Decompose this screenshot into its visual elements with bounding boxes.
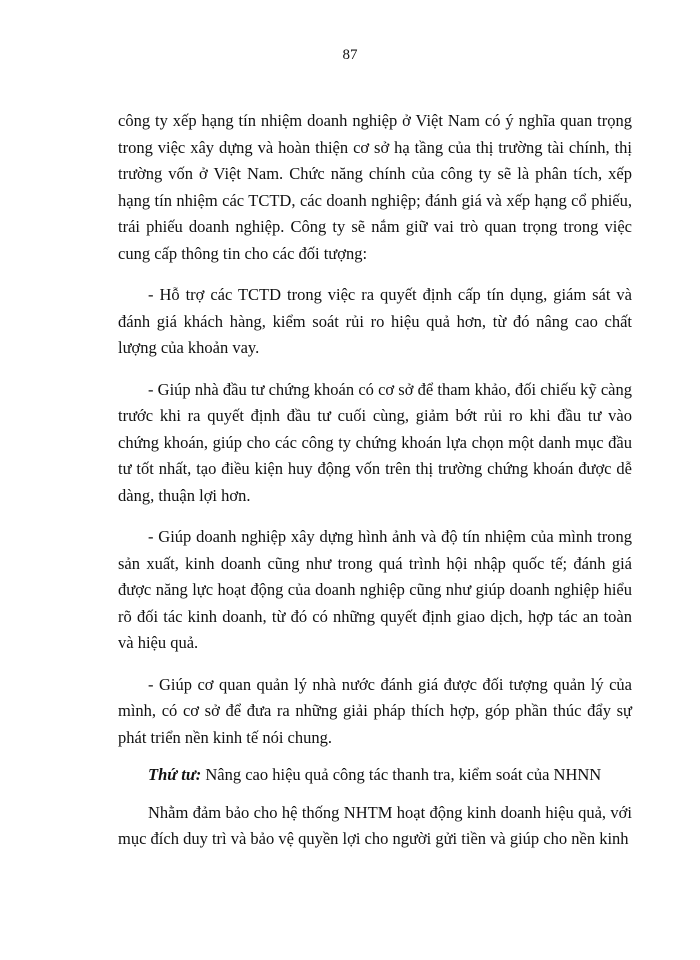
document-body xyxy=(118,108,632,868)
bullet-paragraph-1: - Hỗ trợ các TCTD trong việc ra quyết định cấp tín dụng, giám sát và đánh giá khách hàng, kiểm soát rủi ro hiệu quả hơn, từ đó nâng cao chất lượng của khoản vay. xyxy=(118,285,632,357)
section-heading-title: Nâng cao hiệu quả công tác thanh tra, kiểm soát của NHNN xyxy=(201,765,602,784)
section-heading xyxy=(118,762,632,789)
section-heading-label: Thứ tư: xyxy=(148,765,202,784)
bullet-paragraph-2: - Giúp nhà đầu tư chứng khoán có cơ sở để tham khảo, đối chiếu kỹ càng trước khi ra quyết định đầu tư cuối cùng, giảm bớt rủi ro khi đầu tư vào chứng khoán, giúp cho các công ty chứng khoán lựa chọn một danh mục đầu tư tốt nhất, tạo điều kiện huy động vốn trên thị trường chứng khoán được dễ dàng, thuận lợi hơn. xyxy=(118,379,632,505)
page-number: 87 xyxy=(342,47,358,63)
bullet-paragraph-4: - Giúp cơ quan quản lý nhà nước đánh giá được đối tượng quản lý của mình, có cơ sở để đưa ra những giải pháp thích hợp, góp phần thúc đẩy sự phát triển nền kinh tế nói chung. xyxy=(118,674,632,747)
intro-paragraph: công ty xếp hạng tín nhiệm doanh nghiệp ở Việt Nam có ý nghĩa quan trọng trong việc xây dựng và hoàn thiện cơ sở hạ tầng của thị trường tài chính, thị trường vốn ở Việt Nam. Chức năng chính của công ty sẽ là phân tích, xếp hạng tín nhiệm các TCTD, các doanh nghiệp; đánh giá và xếp hạng cổ phiếu, trái phiếu doanh nghiệp. Công ty sẽ nắm giữ vai trò quan trọng trong việc cung cấp thông tin cho các đối tượng: xyxy=(118,111,632,263)
closing-paragraph: Nhằm đảm bảo cho hệ thống NHTM hoạt động kinh doanh hiệu quả, với mục đích duy trì và bảo vệ quyền lợi cho người gửi tiền và giúp cho nền kinh xyxy=(118,802,632,848)
bullet-paragraph-3: - Giúp doanh nghiệp xây dựng hình ảnh và độ tín nhiệm của mình trong sản xuất, kinh doanh cũng như trong quá trình hội nhập quốc tế; đánh giá được năng lực hoạt động của doanh nghiệp cũng như giúp doanh nghiệp hiểu rõ đối tác kinh doanh, từ đó có những quyết định giao dịch, hợp tác an toàn và hiệu quả. xyxy=(118,527,632,652)
